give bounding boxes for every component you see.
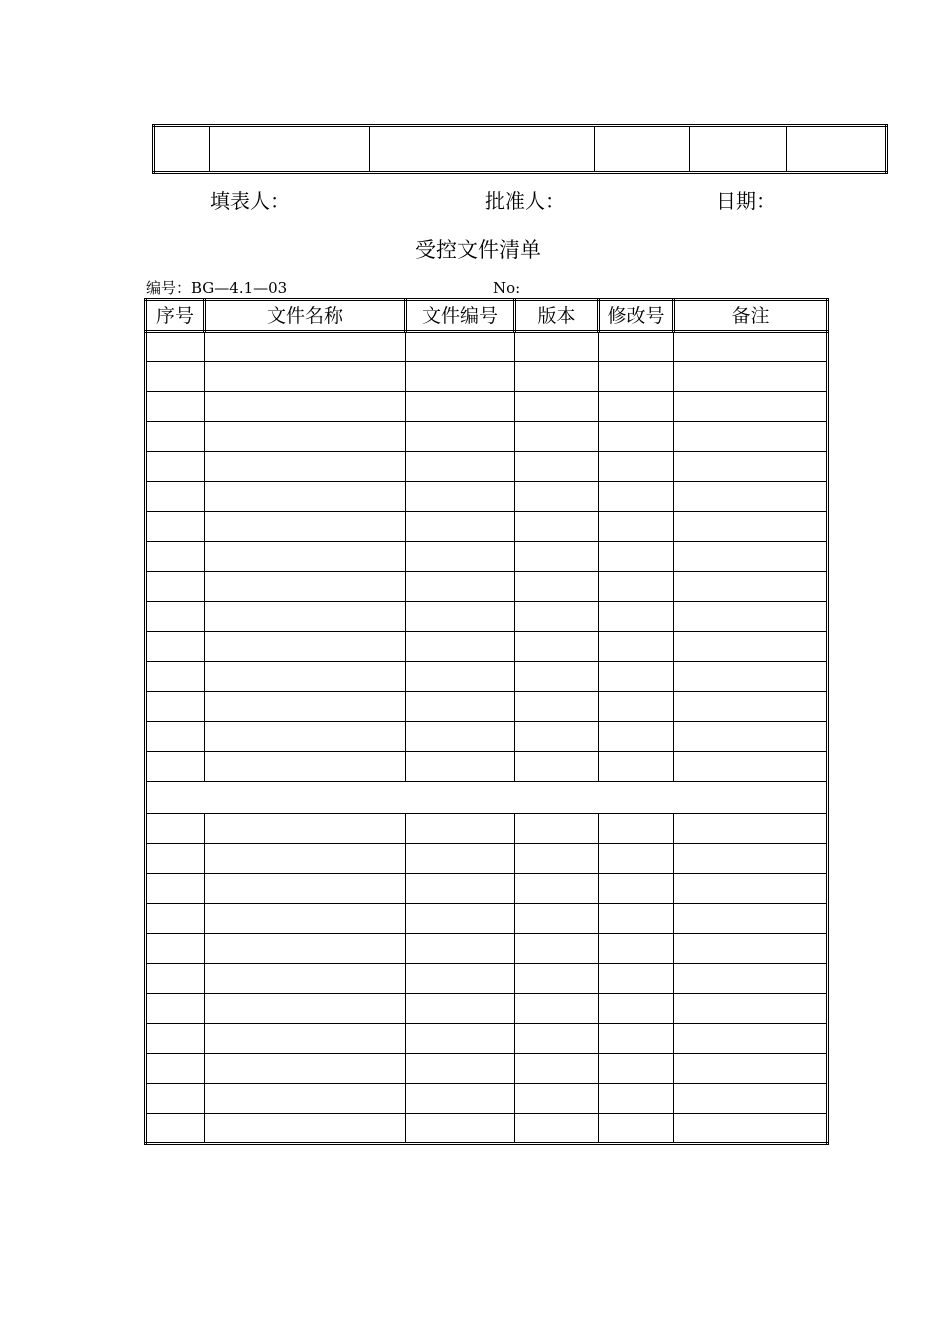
table-row (146, 904, 828, 934)
table-row (146, 814, 828, 844)
table-cell[interactable] (515, 1054, 599, 1084)
table-cell[interactable] (146, 1084, 205, 1114)
table-row (146, 752, 828, 782)
table-cell[interactable] (205, 844, 406, 874)
table-row (146, 332, 828, 362)
table-cell[interactable] (406, 722, 515, 752)
table-cell[interactable] (674, 632, 828, 662)
table-row (146, 482, 828, 512)
table-cell[interactable] (205, 482, 406, 512)
table-cell[interactable] (406, 542, 515, 572)
table-cell[interactable] (674, 1054, 828, 1084)
table-cell[interactable] (406, 1054, 515, 1084)
date-label: 日期： (716, 189, 776, 213)
table-cell[interactable] (205, 964, 406, 994)
table-cell[interactable] (146, 1024, 205, 1054)
table-cell[interactable] (674, 452, 828, 482)
table-cell[interactable] (674, 814, 828, 844)
table-cell[interactable] (599, 1054, 674, 1084)
table-cell (210, 126, 370, 173)
table-row (146, 874, 828, 904)
table-cell[interactable] (599, 934, 674, 964)
table-cell[interactable] (406, 752, 515, 782)
table-cell[interactable] (674, 362, 828, 392)
table-cell[interactable] (205, 362, 406, 392)
table-cell[interactable] (674, 572, 828, 602)
table-cell[interactable] (146, 482, 205, 512)
header-serial-number: 序号 (146, 300, 205, 332)
table-cell[interactable] (515, 602, 599, 632)
table-row (146, 422, 828, 452)
table-cell[interactable] (515, 1114, 599, 1144)
table-separator-row (146, 782, 828, 814)
table-row (146, 572, 828, 602)
table-cell[interactable] (406, 964, 515, 994)
table-cell[interactable] (146, 844, 205, 874)
table-row (146, 452, 828, 482)
table-cell[interactable] (205, 1084, 406, 1114)
table-cell[interactable] (205, 452, 406, 482)
table-cell[interactable] (205, 904, 406, 934)
table-cell[interactable] (146, 662, 205, 692)
separator-cell (146, 782, 828, 814)
table-cell[interactable] (674, 422, 828, 452)
table-cell[interactable] (146, 422, 205, 452)
table-cell[interactable] (515, 632, 599, 662)
table-cell[interactable] (406, 1084, 515, 1114)
table-cell[interactable] (515, 332, 599, 362)
filler-label: 填表人： (210, 189, 290, 213)
table-cell[interactable] (515, 934, 599, 964)
table-cell[interactable] (205, 1024, 406, 1054)
table-cell[interactable] (599, 752, 674, 782)
table-cell[interactable] (515, 752, 599, 782)
table-cell[interactable] (146, 542, 205, 572)
table-cell[interactable] (599, 874, 674, 904)
table-row (146, 994, 828, 1024)
table-cell[interactable] (674, 392, 828, 422)
header-version: 版本 (515, 300, 599, 332)
table-cell[interactable] (146, 814, 205, 844)
table-cell[interactable] (599, 632, 674, 662)
table-row (154, 126, 887, 173)
table-row (146, 362, 828, 392)
header-document-number: 文件编号 (406, 300, 515, 332)
table-cell[interactable] (406, 934, 515, 964)
table-row (146, 692, 828, 722)
table-cell (690, 126, 786, 173)
table-cell (786, 126, 886, 173)
table-row (146, 1114, 828, 1144)
table-cell[interactable] (515, 904, 599, 934)
table-cell[interactable] (406, 452, 515, 482)
document-title: 受控文件清单 (415, 238, 541, 262)
table-cell (369, 126, 594, 173)
table-body-lower (146, 814, 828, 1144)
table-separator-section (146, 782, 828, 814)
header-document-name: 文件名称 (205, 300, 406, 332)
table-cell[interactable] (599, 964, 674, 994)
table-cell[interactable] (599, 542, 674, 572)
table-cell[interactable] (515, 452, 599, 482)
table-cell[interactable] (599, 392, 674, 422)
table-cell[interactable] (599, 512, 674, 542)
table-cell[interactable] (674, 904, 828, 934)
table-cell[interactable] (205, 814, 406, 844)
table-cell[interactable] (515, 722, 599, 752)
table-cell[interactable] (406, 904, 515, 934)
table-cell[interactable] (599, 994, 674, 1024)
table-cell[interactable] (599, 1084, 674, 1114)
table-cell[interactable] (406, 632, 515, 662)
table-cell[interactable] (205, 422, 406, 452)
table-cell[interactable] (146, 632, 205, 662)
table-cell[interactable] (146, 722, 205, 752)
table-cell[interactable] (146, 602, 205, 632)
table-cell[interactable] (599, 1114, 674, 1144)
table-cell[interactable] (406, 814, 515, 844)
table-cell[interactable] (599, 482, 674, 512)
table-cell[interactable] (515, 994, 599, 1024)
table-row (146, 1084, 828, 1114)
table-row (146, 542, 828, 572)
table-row (146, 1024, 828, 1054)
table-cell[interactable] (406, 362, 515, 392)
table-cell[interactable] (515, 844, 599, 874)
table-cell[interactable] (515, 542, 599, 572)
header-remarks: 备注 (674, 300, 828, 332)
table-cell[interactable] (674, 874, 828, 904)
table-cell[interactable] (146, 332, 205, 362)
form-code: 编号：BG—4.1—03 (146, 279, 288, 297)
table-cell (594, 126, 689, 173)
table-cell[interactable] (205, 332, 406, 362)
table-cell[interactable] (406, 512, 515, 542)
table-cell[interactable] (205, 934, 406, 964)
table-cell[interactable] (406, 1114, 515, 1144)
table-cell[interactable] (406, 482, 515, 512)
table-cell[interactable] (674, 542, 828, 572)
table-cell[interactable] (205, 1114, 406, 1144)
table-cell[interactable] (146, 904, 205, 934)
table-cell[interactable] (146, 934, 205, 964)
table-cell[interactable] (515, 422, 599, 452)
table-cell[interactable] (674, 752, 828, 782)
table-cell[interactable] (674, 722, 828, 752)
table-cell[interactable] (205, 542, 406, 572)
table-cell[interactable] (205, 512, 406, 542)
table-cell[interactable] (599, 332, 674, 362)
table-cell[interactable] (599, 844, 674, 874)
table-cell[interactable] (515, 1024, 599, 1054)
table-cell[interactable] (599, 904, 674, 934)
table-cell[interactable] (205, 1054, 406, 1084)
previous-form-table-fragment (152, 124, 888, 174)
table-cell[interactable] (205, 662, 406, 692)
table-cell[interactable] (515, 692, 599, 722)
table-cell[interactable] (406, 1024, 515, 1054)
table-cell[interactable] (515, 662, 599, 692)
table-row (146, 934, 828, 964)
table-cell[interactable] (406, 994, 515, 1024)
table-row (146, 392, 828, 422)
table-header-row (146, 300, 828, 332)
table-cell[interactable] (205, 602, 406, 632)
approver-label: 批准人： (485, 189, 565, 213)
table-cell[interactable] (146, 1054, 205, 1084)
header-revision-number: 修改号 (599, 300, 674, 332)
form-number-label: No: (493, 279, 521, 297)
table-cell (154, 126, 210, 173)
table-cell[interactable] (674, 662, 828, 692)
table-cell[interactable] (205, 632, 406, 662)
table-cell[interactable] (674, 1024, 828, 1054)
table-cell[interactable] (599, 814, 674, 844)
table-cell[interactable] (146, 964, 205, 994)
table-cell[interactable] (515, 814, 599, 844)
table-cell[interactable] (515, 1084, 599, 1114)
table-cell[interactable] (146, 692, 205, 722)
table-row (146, 1054, 828, 1084)
table-row (146, 844, 828, 874)
table-cell[interactable] (205, 392, 406, 422)
table-cell[interactable] (515, 482, 599, 512)
table-cell[interactable] (146, 452, 205, 482)
table-cell[interactable] (205, 692, 406, 722)
table-cell[interactable] (205, 874, 406, 904)
table-cell[interactable] (674, 332, 828, 362)
table-cell[interactable] (674, 602, 828, 632)
table-cell[interactable] (674, 482, 828, 512)
table-cell[interactable] (674, 964, 828, 994)
table-cell[interactable] (599, 662, 674, 692)
table-cell[interactable] (599, 722, 674, 752)
table-cell[interactable] (599, 692, 674, 722)
table-row (146, 662, 828, 692)
table-cell[interactable] (146, 572, 205, 602)
table-cell[interactable] (515, 362, 599, 392)
table-cell[interactable] (515, 392, 599, 422)
table-cell[interactable] (674, 692, 828, 722)
table-cell[interactable] (515, 572, 599, 602)
table-cell[interactable] (599, 572, 674, 602)
table-cell[interactable] (406, 874, 515, 904)
table-cell[interactable] (406, 392, 515, 422)
table-cell[interactable] (146, 994, 205, 1024)
table-cell[interactable] (599, 452, 674, 482)
table-cell[interactable] (674, 844, 828, 874)
table-cell[interactable] (205, 572, 406, 602)
table-cell[interactable] (406, 602, 515, 632)
table-row (146, 722, 828, 752)
table-cell[interactable] (146, 362, 205, 392)
table-cell[interactable] (515, 874, 599, 904)
table-cell[interactable] (674, 1084, 828, 1114)
table-cell[interactable] (146, 752, 205, 782)
table-body-upper (146, 332, 828, 782)
table-cell[interactable] (599, 422, 674, 452)
table-cell[interactable] (146, 512, 205, 542)
table-cell[interactable] (146, 874, 205, 904)
table-cell[interactable] (406, 662, 515, 692)
table-cell[interactable] (515, 512, 599, 542)
controlled-documents-table (144, 298, 829, 1145)
table-cell[interactable] (515, 964, 599, 994)
table-cell[interactable] (599, 1024, 674, 1054)
table-cell[interactable] (406, 692, 515, 722)
table-cell[interactable] (674, 512, 828, 542)
table-cell[interactable] (406, 572, 515, 602)
table-cell[interactable] (599, 602, 674, 632)
table-cell[interactable] (674, 1114, 828, 1144)
table-cell[interactable] (599, 362, 674, 392)
table-row (146, 512, 828, 542)
table-cell[interactable] (406, 332, 515, 362)
table-row (146, 964, 828, 994)
table-cell[interactable] (146, 1114, 205, 1144)
table-cell[interactable] (406, 422, 515, 452)
table-row (146, 602, 828, 632)
table-cell[interactable] (674, 994, 828, 1024)
table-cell[interactable] (205, 722, 406, 752)
table-cell[interactable] (205, 752, 406, 782)
table-cell[interactable] (674, 934, 828, 964)
table-cell[interactable] (205, 994, 406, 1024)
table-cell[interactable] (406, 844, 515, 874)
table-cell[interactable] (146, 392, 205, 422)
table-row (146, 632, 828, 662)
